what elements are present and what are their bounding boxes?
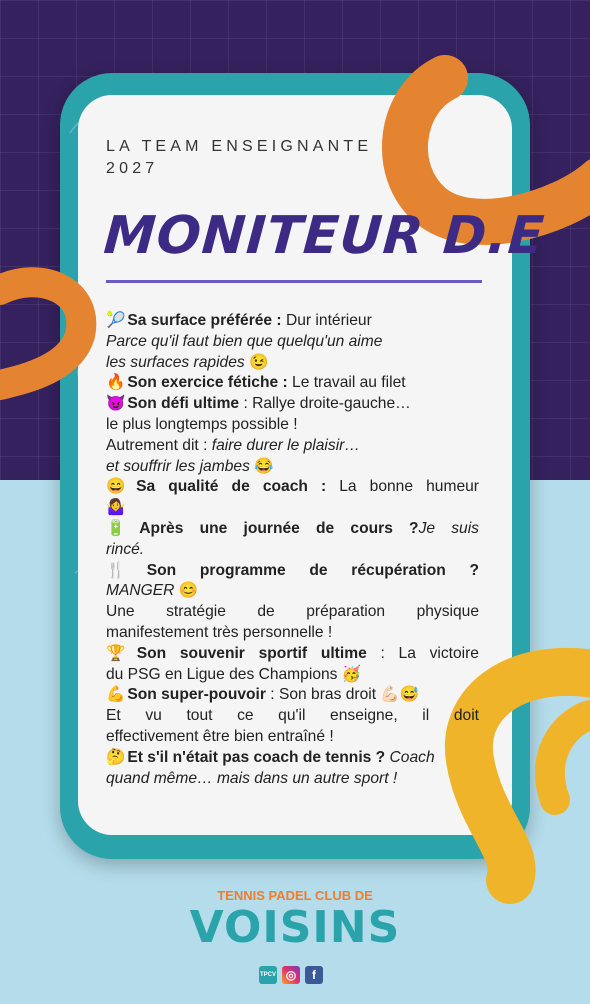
item-coach (106, 748, 479, 769)
battery-icon: 🔋 (106, 519, 126, 537)
defi-line3 (106, 436, 479, 457)
souvenir-value: : La victoire (380, 644, 479, 662)
surface-label: Sa surface préférée : (127, 312, 282, 329)
surface-note-2 (106, 353, 479, 374)
club-name: TENNIS PADEL CLUB DE (217, 888, 373, 903)
programme-label: Son programme de récupération ? (146, 561, 479, 579)
item-defi (106, 394, 479, 415)
defi-line2: le plus longtemps possible ! (106, 415, 298, 433)
fire-icon: 🔥 (106, 374, 126, 392)
qualite-label: Sa qualité de coach : (136, 478, 327, 496)
shrug-icon: 🤷‍♀️ (106, 499, 126, 517)
fork-knife-icon: 🍴 (106, 561, 126, 579)
item-surface (106, 311, 479, 332)
defi-label: Son défi ultime (127, 395, 240, 413)
surface-note (106, 332, 479, 353)
website-icon[interactable]: TPCV (259, 966, 277, 984)
page-title: MONITEUR D.E (101, 206, 547, 266)
surface-note1: Parce qu'il faut bien que quelqu'un aime (106, 332, 383, 350)
qualite-line2 (106, 498, 479, 519)
defi-line4-italic: et souffrir les jambes (106, 457, 250, 475)
tennis-ball-icon: 🎾 (106, 312, 126, 329)
item-journee (106, 519, 479, 540)
programme-line3: manifestement très personnelle ! (106, 623, 333, 641)
item-exercice (106, 373, 479, 394)
coach-label: Et s'il n'était pas coach de tennis ? (127, 748, 386, 766)
item-programme (106, 561, 479, 582)
defi-line3-italic: faire durer le plaisir… (211, 436, 360, 454)
souvenir-label: Son souvenir sportif ultime (136, 644, 367, 662)
journee-label: Après une journée de cours ? (139, 519, 419, 537)
pouvoir-line2: Et vu tout ce qu'il enseigne, il doit (106, 707, 479, 725)
facebook-icon[interactable]: f (305, 966, 323, 984)
devil-icon: 😈 (106, 395, 126, 413)
exercice-label: Son exercice fétiche : (127, 374, 288, 392)
item-pouvoir (106, 685, 479, 706)
instagram-icon[interactable]: ◎ (282, 966, 300, 984)
team-header (106, 136, 406, 180)
blush-icon: 😊 (178, 582, 199, 600)
programme-value: MANGER (106, 582, 175, 600)
exercice-value: Le travail au filet (287, 374, 406, 392)
item-qualite (106, 477, 479, 498)
wink-icon: 😉 (249, 353, 269, 371)
thinking-icon: 🤔 (106, 748, 126, 766)
coach-value2: quand même… mais dans un autre sport ! (106, 769, 398, 787)
party-icon: 🥳 (341, 665, 362, 683)
laughing-icon: 😂 (254, 457, 274, 475)
surface-note2: les surfaces rapides (106, 353, 245, 371)
coach-value1: Coach (389, 748, 435, 766)
pouvoir-label: Son super-pouvoir (127, 686, 266, 704)
defi-line4 (106, 457, 479, 478)
journee-value1: Je suis (418, 519, 479, 537)
title-underline (106, 280, 482, 283)
journee-value2: rincé. (106, 540, 145, 558)
defi-line3-plain: Autrement dit : (106, 436, 212, 454)
item-souvenir (106, 644, 479, 665)
surface-value: Dur intérieur (281, 312, 372, 329)
team-header-year: 2027 (106, 160, 159, 177)
pouvoir-line3: effectivement être bien entraîné ! (106, 727, 334, 745)
trophy-icon: 🏆 (106, 644, 126, 662)
coach-line2 (106, 769, 479, 790)
souvenir-line2-text: du PSG en Ligue des Champions (106, 665, 338, 683)
defi-value: : Rallye droite-gauche… (239, 395, 411, 413)
profile-content (106, 311, 479, 789)
biceps-sweat-icon: 💪🏻😅 (380, 686, 420, 704)
flexed-biceps-icon: 💪 (106, 686, 126, 704)
pouvoir-value: : Son bras droit (265, 686, 377, 704)
programme-line2: Une stratégie de préparation physique (106, 603, 479, 621)
journee-line2 (106, 540, 479, 561)
team-header-line1: LA TEAM ENSEIGNANTE (106, 138, 373, 155)
smile-icon: 😄 (106, 478, 126, 496)
club-logo: VOISINS (189, 902, 401, 953)
social-links (259, 966, 323, 984)
souvenir-line2 (106, 665, 479, 686)
qualite-value: La bonne humeur (339, 478, 479, 496)
programme-value-line (106, 581, 479, 602)
